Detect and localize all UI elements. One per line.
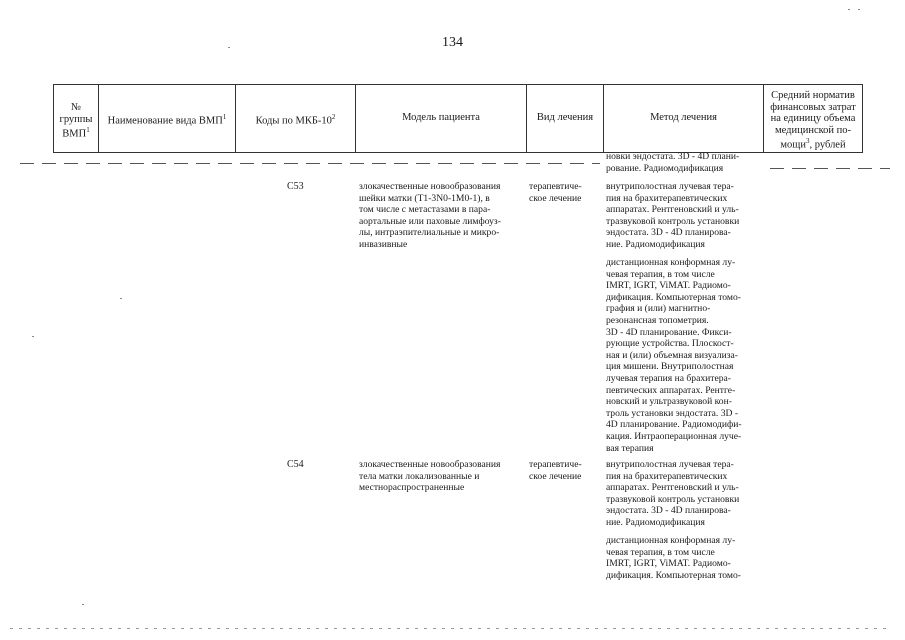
row-model: злокачественные новообразования шейки матки (T1-3N0-1M0-1), в том числе с метастазами в пара- аортальные или паховые лимфоуз- лы, интраэпителиальные и микро- инвазивные: [359, 181, 501, 250]
header-treatment: Вид лечения: [536, 112, 594, 123]
header-group: № группы ВМП$^1$: [59, 102, 93, 140]
scan-dashed-line-right: [770, 168, 890, 169]
page-number: 134: [442, 35, 463, 50]
method-continuation: новки эндостата. 3D - 4D плани- рование. Радиомодификация: [606, 151, 740, 174]
row-model: злокачественные новообразования тела матки локализованные и местнораспространенные: [359, 459, 501, 494]
row-treatment: терапевтиче- ское лечение: [529, 459, 582, 482]
scan-dashed-line-left: [20, 163, 600, 164]
row-method-1: внутриполостная лучевая тера- пия на брахитерапевтических аппаратах. Рентгеновский и уль- тразвуковой контроль установки эндостата. 3D - 4D планирова- ние. Радиомодификация: [606, 181, 740, 250]
header-model: Модель пациента: [402, 112, 480, 123]
scan-dotted-bottom: [10, 628, 890, 629]
header-method: Метод лечения: [650, 112, 717, 123]
row-code: C54: [287, 459, 304, 470]
row-method-1: внутриполостная лучевая тера- пия на брахитерапевтических аппаратах. Рентгеновский и уль- тразвуковой контроль установки эндостата. 3D - 4D планирова- ние. Радиомодификация: [606, 459, 740, 528]
row-treatment: терапевтиче- ское лечение: [529, 181, 582, 204]
row-code: C53: [287, 181, 304, 192]
header-cost: Средний норматив финансовых затрат на единицу объема медицинской по- мощи$^3$, рублей: [770, 90, 856, 151]
row-method-2: дистанционная конформная лу- чевая терапия, в том числе IMRT, IGRT, ViMAT. Радиомо- дификация. Компьютерная томо- графия и (или) магнитно- резонансная топометрия. 3D - 4D планирование. Фикси- рующие устройства. Плоскост- ная и (или) объемная визуализа- ция мишени. Внутриполостная лучевая терапия на брахитера- певтических аппаратах. Рентге- новский и ультразвуковой кон- троль установки эндостата. 3D - 4D планирование. Радиомодифи- кация. Интраоперационная луче- вая терапия: [606, 257, 742, 454]
header-codes: Коды по МКБ-$10^2$: [255, 113, 336, 127]
header-type-name: Наименование вида ВМП$^1$: [107, 113, 227, 127]
row-method-2: дистанционная конформная лу- чевая терапия, в том числе IMRT, IGRT, ViMAT. Радиомо- дификация. Компьютерная томо-: [606, 535, 741, 581]
